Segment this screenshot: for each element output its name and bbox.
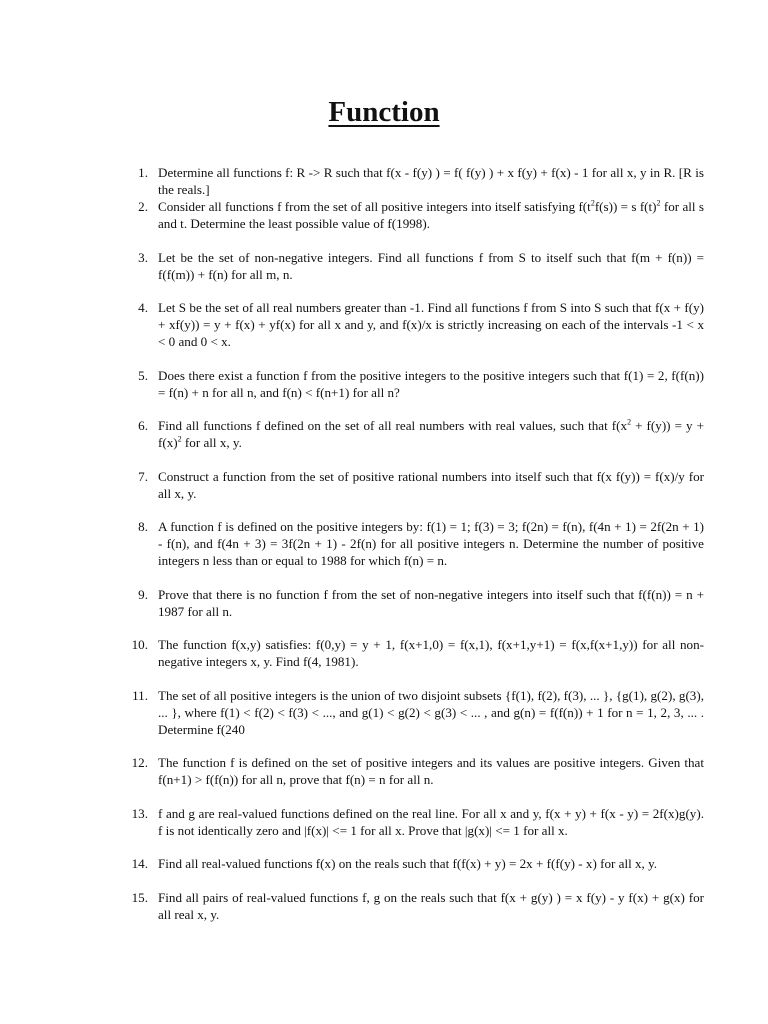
problem-number: 6. bbox=[138, 418, 148, 433]
problem-text bbox=[158, 418, 704, 450]
problem-item bbox=[120, 198, 704, 232]
problem-text: Find all real-valued functions f(x) on the reals such that f(f(x) + y) = 2x + f(f(y) - x) for all x, y. bbox=[158, 856, 658, 871]
problem-item bbox=[120, 367, 704, 401]
problem-item bbox=[120, 417, 704, 451]
problem-item bbox=[120, 855, 704, 872]
problem-number: 14. bbox=[131, 856, 148, 871]
problem-text-part: Consider all functions f from the set of all positive integers into itself satisfying f(t bbox=[158, 199, 591, 214]
problem-number: 13. bbox=[131, 805, 148, 821]
problem-item bbox=[120, 249, 704, 283]
problem-text: The function f(x,y) satisfies: f(0,y) = y + 1, f(x+1,0) = f(x,1), f(x+1,y+1) = f(x,f(x+1,y)) for all non-negative integers x, y. Find f(4, 1981). bbox=[158, 637, 704, 669]
problem-number: 5. bbox=[138, 367, 148, 383]
problem-text: f and g are real-valued functions defined on the real line. For all x and y, f(x + y) + f(x - y) = 2f(x)g(y). f is not identically zero and |f(x)| <= 1 for all x. Prove that |g(x)| <= 1 for all x. bbox=[158, 805, 704, 838]
problem-text-part: + f(y)) = y + f(x) bbox=[158, 418, 704, 450]
problem-number: 4. bbox=[138, 300, 148, 315]
problem-text: The set of all positive integers is the union of two disjoint subsets {f(1), f(2), f(3), ... }, {g(1), g(2), g(3), ... }, where f(1) < f(2) < f(3) < ..., and g(1) < g(2) < g(3) < ... , and g(n) = f(f(n)) + 1 for n = 1, 2, 3, ... . Determine f(240 bbox=[158, 687, 704, 737]
document-title bbox=[0, 92, 768, 132]
problem-text: Let S be the set of all real numbers greater than -1. Find all functions f from S into S such that f(x + f(y) + xf(y)) = y + f(x) + yf(x) for all x and y, and f(x)/x is strictly increasing on each of the intervals -1 < x < 0 and 0 < x. bbox=[158, 300, 704, 349]
problem-item bbox=[120, 164, 704, 198]
problem-text: The function f is defined on the set of positive integers and its values are positive integers. Given that f(n+1) > f(f(n)) for all n, prove that f(n) = n for all n. bbox=[158, 755, 704, 787]
document-title-text: Function bbox=[328, 96, 440, 128]
problem-item bbox=[120, 586, 704, 620]
problem-text: Construct a function from the set of positive rational numbers into itself such that f(x f(y)) = f(x)/y for all x, y. bbox=[158, 468, 704, 501]
problem-text-part: for all x, y. bbox=[181, 435, 242, 450]
problem-item bbox=[120, 754, 704, 788]
problem-text-part: for all s and t. Determine the least possible value of f(1998). bbox=[158, 199, 704, 231]
problem-number: 2. bbox=[138, 199, 148, 214]
problem-item bbox=[120, 805, 704, 839]
superscript: 2 bbox=[656, 198, 661, 208]
problem-number: 8. bbox=[138, 519, 148, 534]
problem-text: A function f is defined on the positive integers by: f(1) = 1; f(3) = 3; f(2n) = f(n), f(4n + 1) = 2f(2n + 1) - f(n), and f(4n + 3) = 3f(2n + 1) - 2f(n) for all positive integers n. Determine the number of positive integers n less than or equal to 1988 for which f(n) = n. bbox=[158, 519, 704, 568]
problem-number: 10. bbox=[131, 637, 148, 652]
problem-item bbox=[120, 687, 704, 738]
problem-text: Let be the set of non-negative integers. Find all functions f from S to itself such that f(m + f(n)) = f(f(m)) + f(n) for all m, n. bbox=[158, 249, 704, 282]
superscript: 2 bbox=[590, 198, 595, 208]
problem-number: 3. bbox=[138, 249, 148, 265]
problem-item bbox=[120, 889, 704, 923]
problem-item bbox=[120, 636, 704, 670]
problem-item bbox=[120, 518, 704, 569]
problem-number: 15. bbox=[131, 889, 148, 905]
superscript: 2 bbox=[627, 417, 632, 427]
problem-item bbox=[120, 299, 704, 350]
problem-number: 11. bbox=[132, 687, 148, 703]
problem-text bbox=[158, 199, 704, 231]
problem-number: 9. bbox=[138, 586, 148, 602]
problem-number: 1. bbox=[138, 165, 148, 180]
problem-number: 12. bbox=[131, 755, 148, 770]
problem-text-part: Find all functions f defined on the set of all real numbers with real values, such that f(x bbox=[158, 418, 628, 433]
problem-text-part: f(s)) = s f(t) bbox=[594, 199, 657, 214]
problem-item bbox=[120, 468, 704, 502]
problem-text: Determine all functions f: R -> R such that f(x - f(y) ) = f( f(y) ) + x f(y) + f(x) - 1 for all x, y in R. [R is the reals.] bbox=[158, 165, 704, 197]
superscript: 2 bbox=[177, 434, 182, 444]
problem-list bbox=[120, 164, 704, 939]
problem-text: Prove that there is no function f from the set of non-negative integers into itself such that f(f(n)) = n + 1987 for all n. bbox=[158, 586, 704, 619]
problem-text: Does there exist a function f from the positive integers to the positive integers such that f(1) = 2, f(f(n)) = f(n) + n for all n, and f(n) < f(n+1) for all n? bbox=[158, 367, 704, 400]
problem-number: 7. bbox=[138, 468, 148, 484]
problem-text: Find all pairs of real-valued functions f, g on the reals such that f(x + g(y) ) = x f(y) - y f(x) + g(x) for all real x, y. bbox=[158, 889, 704, 922]
